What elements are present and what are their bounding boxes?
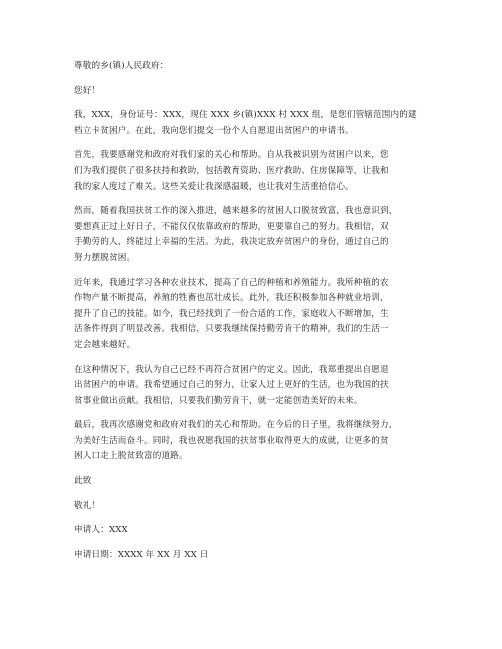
closing: 此致	[74, 476, 92, 487]
paragraph-line: 提升了自己的技能。如今，我已经找到了一份合适的工作，家庭收入不断增加，生	[74, 308, 389, 319]
letter-body	[74, 59, 436, 572]
paragraph-line: 最后，我再次感谢党和政府对我们的关心和帮助。在今后的日子里，我将继续努力，	[74, 420, 398, 431]
paragraph-line: 作物产量不断提高，养殖的牲畜也茁壮成长。此外，我还积极参加各种就业培训，	[74, 293, 389, 304]
paragraph-line: 为美好生活而奋斗。同时，我也祝愿我国的扶贫事业取得更大的成就，让更多的贫	[74, 435, 389, 446]
paragraph-line: 困人口走上脱贫致富的道路。	[74, 451, 188, 462]
paragraph-6	[74, 418, 436, 465]
paragraph-line: 近年来，我通过学习各种农业技术，提高了自己的种植和养殖能力。我所种植的农	[74, 277, 389, 288]
paragraph-3	[74, 204, 436, 266]
regards: 敬礼！	[74, 500, 101, 511]
paragraph-5	[74, 363, 436, 410]
paragraph-line: 出贫困户的申请。我希望通过自己的努力，让家人过上更好的生活，也为我国的扶	[74, 380, 389, 391]
paragraph-line: 我的家人度过了难关。这些关爱让我深感温暖，也让我对生活重拾信心。	[74, 181, 354, 192]
paragraph-4	[74, 276, 436, 354]
paragraph-line: 努力摆脱贫困。	[74, 252, 136, 263]
salutation: 尊敬的乡(镇)人民政府：	[74, 61, 169, 71]
paragraph-line: 在这种情况下，我认为自己已经不再符合贫困户的定义。因此，我郑重提出自愿退	[74, 364, 389, 375]
paragraph-2	[74, 148, 436, 195]
paragraph-line: 首先，我要感谢党和政府对我们家的关心和帮助。自从我被识别为贫困户以来，您	[74, 150, 389, 161]
paragraph-1	[74, 108, 436, 139]
paragraph-line: 定会越来越好。	[74, 339, 136, 350]
paragraph-line: 档立卡贫困户。在此，我向您们提交一份个人自愿退出贫困户的申请书。	[74, 125, 354, 136]
paragraph-line: 然而，随着我国扶贫工作的深入推进，越来越多的贫困人口脱贫致富，我也意识到，	[74, 206, 398, 217]
applicant-signature: 申请人：XXX	[74, 525, 128, 536]
paragraph-line: 活条件得到了明显改善。我相信，只要我继续保持勤劳肯干的精神，我们的生活一	[74, 324, 389, 335]
paragraph-line: 贫事业做出贡献。我相信，只要我们勤劳肯干，就一定能创造美好的未来。	[74, 395, 363, 406]
paragraph-line: 要想真正过上好日子，不能仅仅依靠政府的帮助，更要靠自己的努力。我相信，双	[74, 221, 389, 232]
greeting: 您好！	[74, 85, 101, 96]
application-date: 申请日期：XXXX 年 XX 月 XX 日	[74, 549, 209, 560]
paragraph-line: 手勤劳的人，终能过上幸福的生活。为此，我决定放弃贫困户的身份，通过自己的	[74, 237, 389, 248]
paragraph-line: 我，XXX，身份证号：XXX，现住 XXX 乡(镇)XXX 村 XXX 组，是您们管辖范围内的建	[74, 110, 417, 121]
paragraph-line: 们为我们提供了很多扶持和救助，包括教育资助、医疗救助、住房保障等，让我和	[74, 165, 389, 176]
